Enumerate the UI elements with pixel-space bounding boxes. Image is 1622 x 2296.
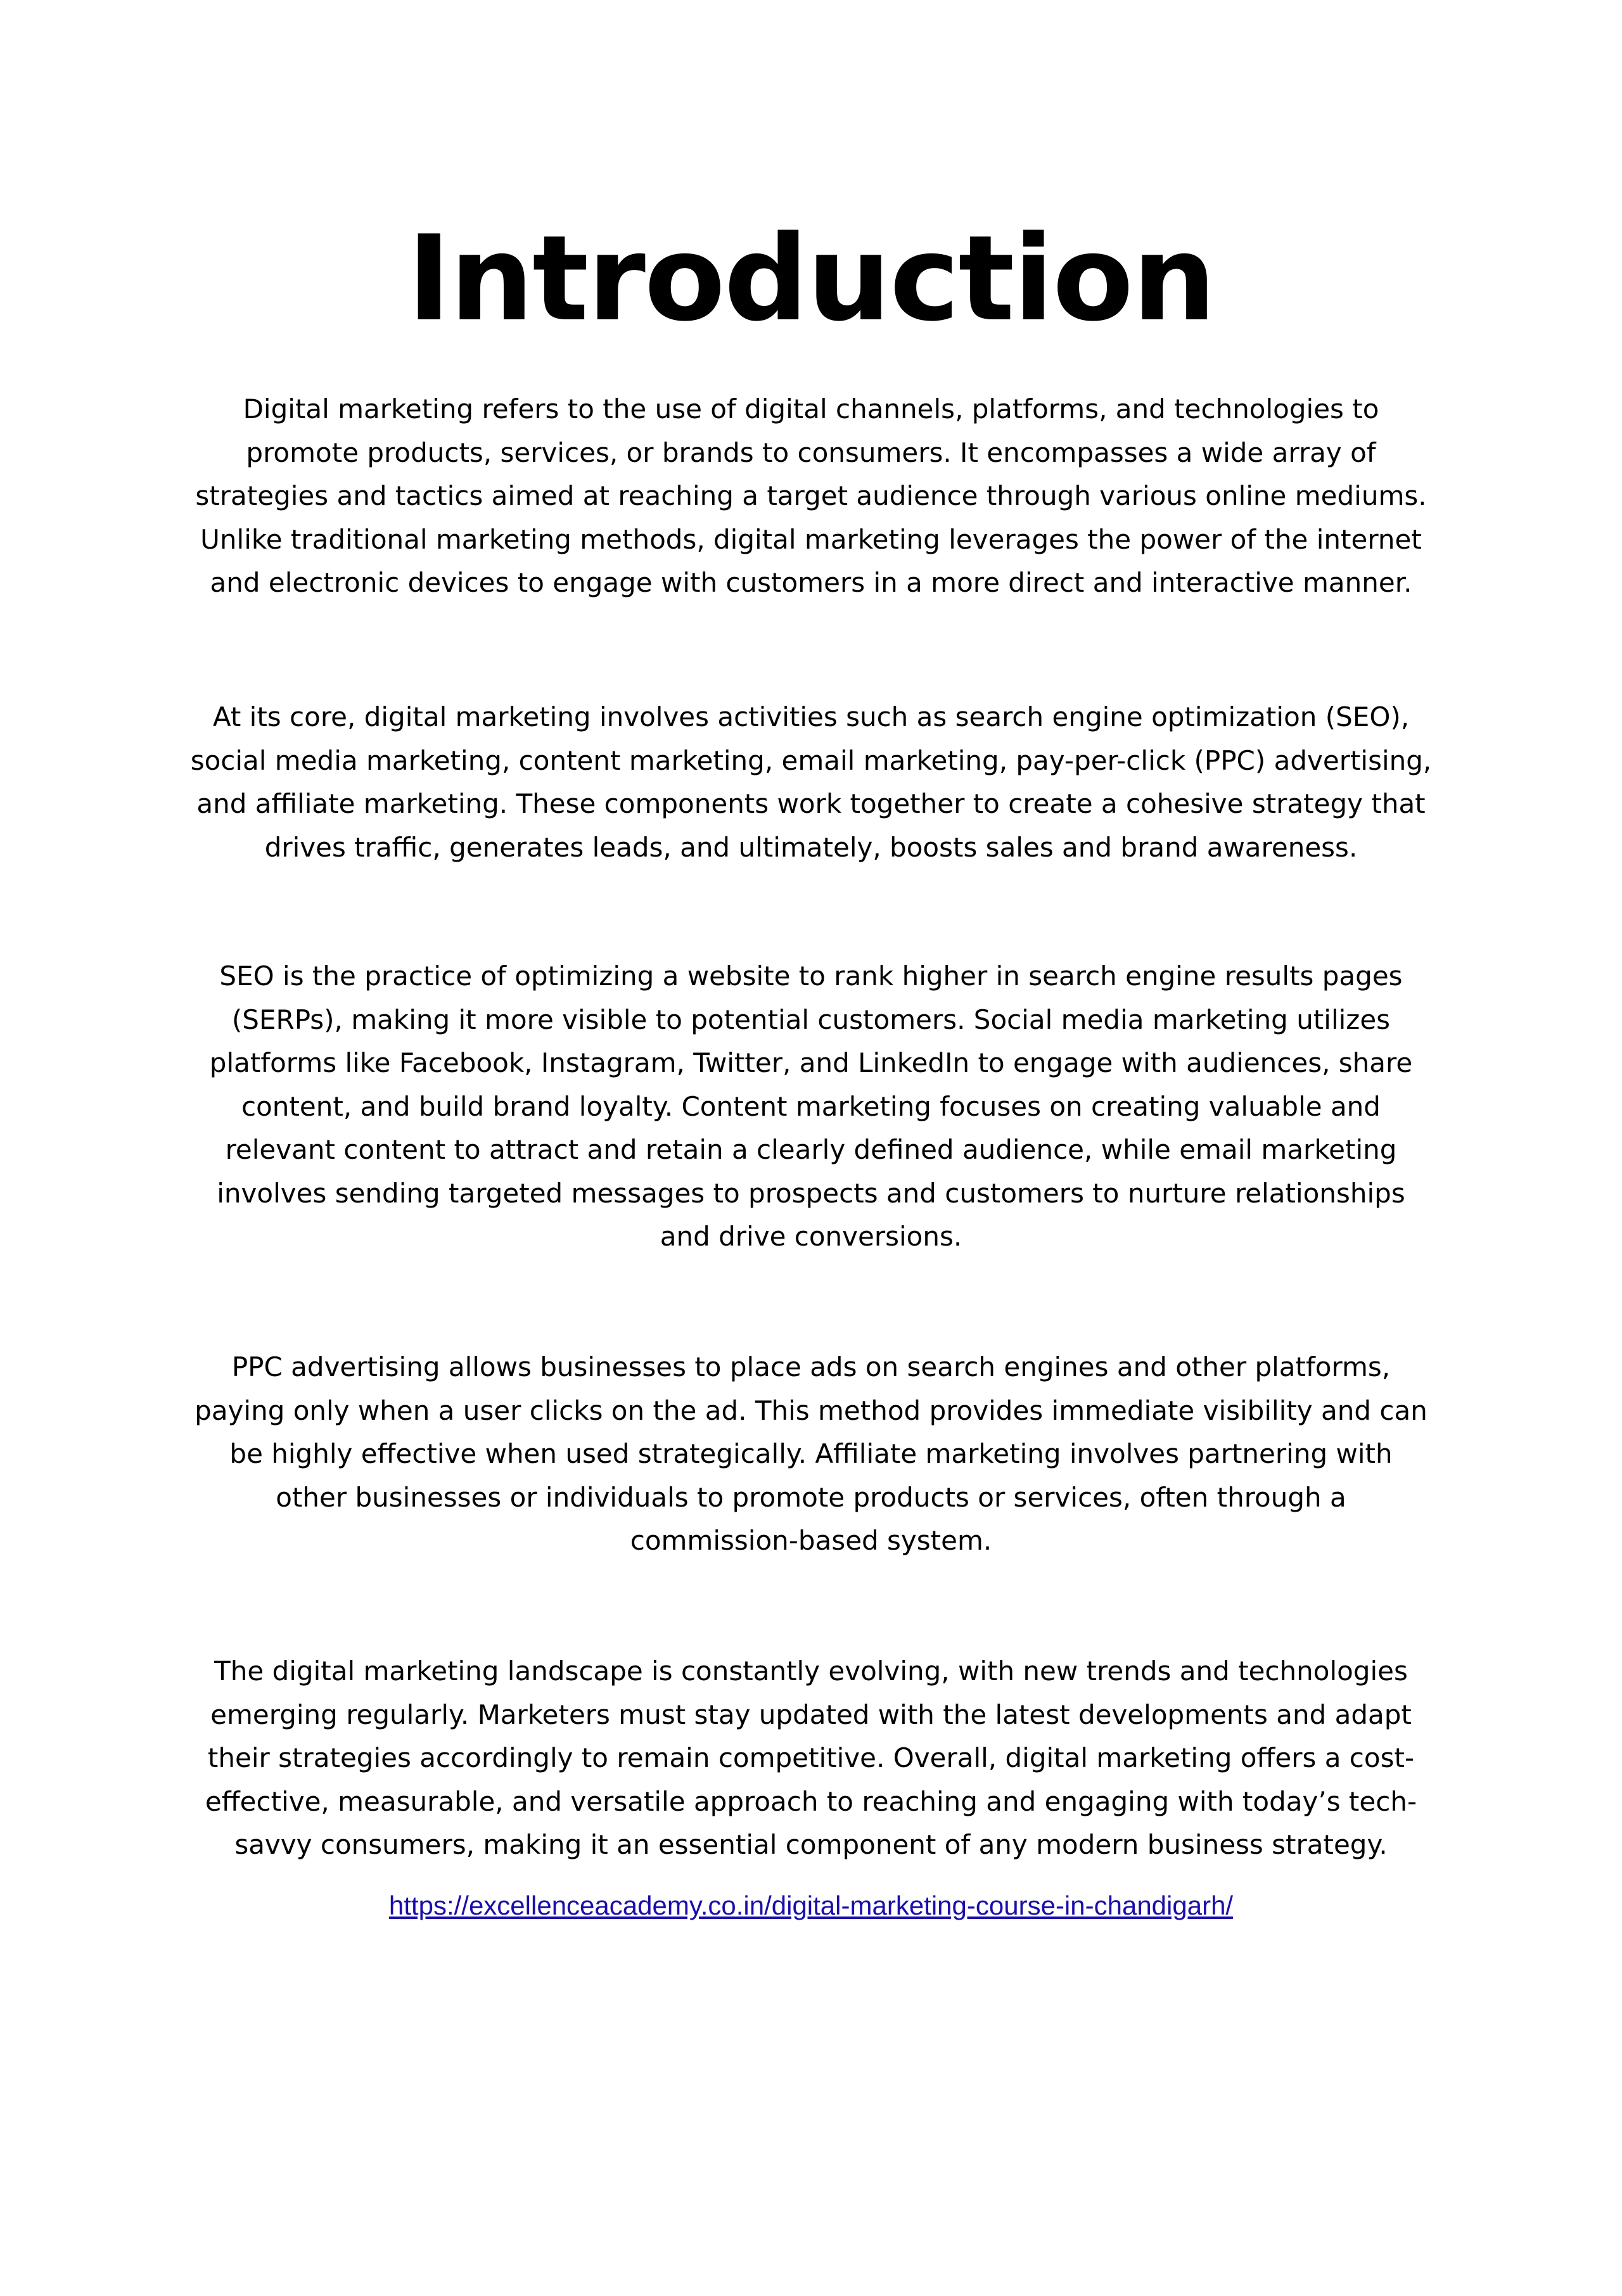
paragraph-landscape: The digital marketing landscape is constantly evolving, with new trends and technologies emerging regularly. Marketers must stay updated with the latest developments and adapt their strategies accordingly to remain competitive. Overall, digital marketing offers a cost-effective, measurable, and versatile approach to reaching and engaging with today’s tech-savvy consumers, making it an essential component of any modern business strategy. [205,1655,1417,1860]
paragraph-ppc-affiliate: PPC advertising allows businesses to place ads on search engines and other platforms, paying only when a user clicks on the ad. This method provides immediate visibility and can be highly effective when used strategically. Affiliate marketing involves partnering with other businesses or individuals to promote products or services, often through a commission-based system. [195,1351,1427,1556]
course-link[interactable]: https://excellenceacademy.co.in/digital-marketing-course-in-chandigarh/ [388,1891,1234,1920]
page-title: Introduction [407,210,1215,347]
paragraph-seo-social-content: SEO is the practice of optimizing a website to rank higher in search engine results pages (SERPs), making it more visible to potential customers. Social media marketing utilizes platforms like Facebook, Instagram, Twitter, and LinkedIn to engage with audiences, share content, and build brand loyalty. Content marketing focuses on creating valuable and relevant content to attract and retain a clearly defined audience, while email marketing involves sending targeted messages to prospects and customers to nurture relationships and drive conversions. [209,960,1413,1252]
paragraph-intro: Digital marketing refers to the use of digital channels, platforms, and technologies to promote products, services, or brands to consumers. It encompasses a wide array of strategies and tactics aimed at reaching a target audience through various online mediums. Unlike traditional marketing methods, digital marketing leverages the power of the internet and electronic devices to engage with customers in a more direct and interactive manner. [195,393,1427,598]
paragraph-core-activities: At its core, digital marketing involves activities such as search engine optimization (SEO), social media marketing, content marketing, email marketing, pay-per-click (PPC) advertising, and affiliate marketing. These components work together to create a cohesive strategy that drives traffic, generates leads, and ultimately, boosts sales and brand awareness. [190,701,1432,863]
